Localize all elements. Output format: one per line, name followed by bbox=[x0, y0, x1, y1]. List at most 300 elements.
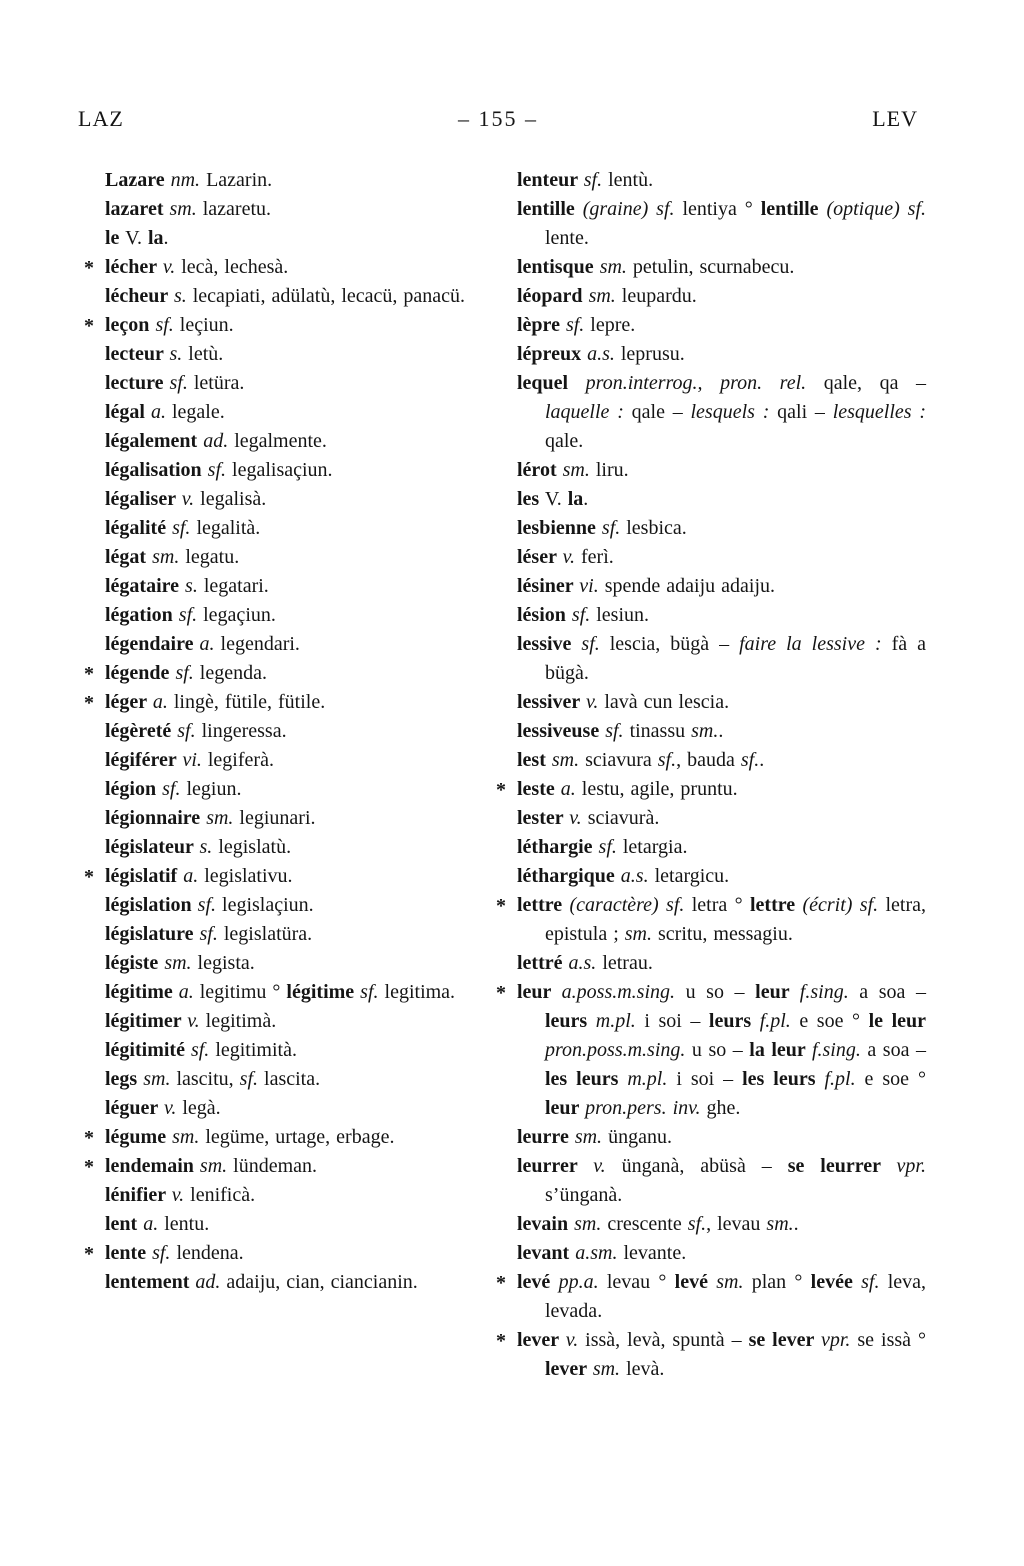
headword: lettre bbox=[517, 894, 570, 916]
grammar-label: pron.poss.m.sing. bbox=[545, 1039, 686, 1061]
headword: les leurs bbox=[545, 1068, 628, 1090]
translation-text: lente. bbox=[545, 227, 589, 249]
translation-text: lenificà. bbox=[184, 1184, 256, 1206]
dictionary-entry bbox=[105, 1181, 481, 1210]
grammar-label: f.pl. bbox=[824, 1068, 856, 1090]
translation-text: legalisà. bbox=[194, 488, 267, 510]
dictionary-entry bbox=[517, 630, 926, 688]
headword: législatif bbox=[105, 865, 184, 887]
translation-text: e soe ° bbox=[855, 1068, 926, 1090]
dictionary-entry bbox=[517, 601, 926, 630]
dictionary-entry bbox=[105, 427, 481, 456]
grammar-label: a. bbox=[560, 778, 576, 800]
headword: légataire bbox=[105, 575, 186, 597]
headword: légitime bbox=[286, 981, 361, 1003]
grammar-label: sm. bbox=[169, 198, 197, 220]
grammar-label: sf. bbox=[197, 894, 217, 916]
headword: léger bbox=[105, 691, 153, 713]
dictionary-entry bbox=[84, 688, 481, 717]
grammar-label: vpr. bbox=[820, 1329, 851, 1351]
headword-asterisk: * bbox=[496, 1330, 506, 1352]
grammar-label: a.s. bbox=[568, 952, 597, 974]
headword: légation bbox=[105, 604, 179, 626]
dictionary-entry bbox=[84, 659, 481, 688]
dictionary-entry bbox=[105, 398, 481, 427]
translation-text: lascita. bbox=[258, 1068, 321, 1090]
headword-asterisk: * bbox=[84, 692, 94, 714]
grammar-label: s. bbox=[185, 575, 198, 597]
grammar-label: sm. bbox=[599, 256, 627, 278]
translation-text: , bauda bbox=[676, 749, 741, 771]
grammar-label: sf. bbox=[657, 749, 677, 771]
headword: lécheur bbox=[105, 285, 174, 307]
grammar-label: a. bbox=[143, 1213, 159, 1235]
grammar-label: sm. bbox=[574, 1126, 603, 1148]
translation-text: adaiju, cian, ciancianin. bbox=[220, 1271, 418, 1293]
dictionary-entry bbox=[517, 195, 926, 253]
dictionary-entry bbox=[84, 862, 481, 891]
dictionary-entry bbox=[105, 1210, 481, 1239]
headword: se leurrer bbox=[787, 1155, 897, 1177]
grammar-label: v. bbox=[565, 1329, 579, 1351]
grammar-label: sm. bbox=[588, 285, 616, 307]
headword: légalement bbox=[105, 430, 204, 452]
dictionary-entry bbox=[105, 369, 481, 398]
grammar-label: a.poss.m.sing. bbox=[561, 981, 676, 1003]
grammar-label: sm. bbox=[172, 1126, 200, 1148]
translation-text: legista. bbox=[191, 952, 255, 974]
headword: leur bbox=[545, 1097, 586, 1119]
dictionary-entry bbox=[105, 282, 481, 311]
headword: légal bbox=[105, 401, 151, 423]
headword: lest bbox=[517, 749, 552, 771]
headword-asterisk: * bbox=[496, 982, 506, 1004]
dictionary-entry bbox=[517, 949, 926, 978]
headword: légaliser bbox=[105, 488, 182, 510]
dictionary-entry bbox=[517, 1152, 926, 1210]
headword: leur bbox=[517, 981, 562, 1003]
translation-text: letargia. bbox=[616, 836, 688, 858]
grammar-label: (graine) sf. bbox=[582, 198, 675, 220]
translation-text: fà a bügà. bbox=[545, 633, 927, 684]
dictionary-entry bbox=[105, 1094, 481, 1123]
grammar-label: sf. bbox=[190, 1039, 210, 1061]
grammar-label: sf. bbox=[162, 778, 181, 800]
dictionary-entry bbox=[84, 1152, 481, 1181]
grammar-label: v. bbox=[569, 807, 582, 829]
grammar-label: sf. bbox=[175, 662, 194, 684]
dictionary-entry bbox=[517, 1210, 926, 1239]
translation-text: legaçiun. bbox=[197, 604, 276, 626]
headword: levée bbox=[810, 1271, 862, 1293]
headword: lécher bbox=[105, 256, 163, 278]
translation-text: plan ° bbox=[743, 1271, 811, 1293]
translation-text: legislatüra. bbox=[217, 923, 313, 945]
translation-text: spende adaiju adaiju. bbox=[598, 575, 776, 597]
headword: lessiveuse bbox=[517, 720, 606, 742]
translation-text: lentu. bbox=[158, 1213, 210, 1235]
grammar-label: a. bbox=[183, 865, 199, 887]
grammar-label: vpr. bbox=[896, 1155, 926, 1177]
dictionary-entry bbox=[105, 891, 481, 920]
dictionary-entry bbox=[105, 833, 481, 862]
translation-text: ferì. bbox=[575, 546, 614, 568]
grammar-label: sf. bbox=[601, 517, 621, 539]
headword-asterisk: * bbox=[496, 1272, 506, 1294]
translation-text: legendari. bbox=[214, 633, 300, 655]
grammar-label: laquelle : bbox=[545, 401, 624, 423]
translation-text: ghe. bbox=[700, 1097, 741, 1119]
translation-text: qale. bbox=[545, 430, 584, 452]
headword-asterisk: * bbox=[84, 1156, 94, 1178]
dictionary-entry bbox=[105, 195, 481, 224]
translation-text: legale. bbox=[166, 401, 225, 423]
grammar-label: sm. bbox=[716, 1271, 744, 1293]
headword: léthargique bbox=[517, 865, 621, 887]
headword: lérot bbox=[517, 459, 563, 481]
header-left-guideword: LAZ bbox=[78, 106, 124, 131]
dictionary-entry bbox=[105, 630, 481, 659]
translation-text: V. bbox=[119, 227, 148, 249]
dictionary-entry bbox=[517, 456, 926, 485]
headword: léopard bbox=[517, 285, 589, 307]
headword: leçon bbox=[105, 314, 156, 336]
translation-text: u so – bbox=[675, 981, 756, 1003]
headword: lenteur bbox=[517, 169, 584, 191]
grammar-label: a. bbox=[178, 981, 194, 1003]
dictionary-entry bbox=[105, 746, 481, 775]
grammar-label: (optique) sf. bbox=[826, 198, 927, 220]
translation-text: lecapiati, adülatù, lecacü, panacü. bbox=[186, 285, 466, 307]
grammar-label: sf. bbox=[861, 1271, 880, 1293]
headword: légitimer bbox=[105, 1010, 188, 1032]
headword: lecteur bbox=[105, 343, 170, 365]
translation-text: tinassu bbox=[623, 720, 692, 742]
headword: le bbox=[105, 227, 120, 249]
grammar-label: sm. bbox=[206, 807, 234, 829]
headword: lentille bbox=[760, 198, 827, 220]
grammar-label: sf. bbox=[155, 314, 174, 336]
grammar-label: a. bbox=[151, 401, 166, 423]
translation-text: legitimità. bbox=[209, 1039, 297, 1061]
headword: se lever bbox=[748, 1329, 821, 1351]
headword: les bbox=[517, 488, 540, 510]
dictionary-entry bbox=[105, 978, 481, 1007]
dictionary-entry bbox=[517, 717, 926, 746]
translation-text: i soi – bbox=[635, 1010, 709, 1032]
headword: lénifier bbox=[105, 1184, 172, 1206]
dictionary-entry bbox=[517, 833, 926, 862]
translation-text: i soi – bbox=[667, 1068, 743, 1090]
headword: la bbox=[147, 227, 164, 249]
translation-text: a soa – bbox=[848, 981, 926, 1003]
grammar-label: sf. bbox=[581, 633, 600, 655]
translation-text: a soa – bbox=[860, 1039, 926, 1061]
grammar-label: sm. bbox=[624, 923, 652, 945]
translation-text: legislaçiun. bbox=[216, 894, 314, 916]
headword: léthargie bbox=[517, 836, 599, 858]
headword: légitime bbox=[105, 981, 179, 1003]
translation-text: scritu, messagiu. bbox=[652, 923, 793, 945]
dictionary-entry bbox=[105, 1065, 481, 1094]
headword: lessive bbox=[517, 633, 582, 655]
translation-text: lesiun. bbox=[590, 604, 650, 626]
grammar-label: (caractère) sf. bbox=[569, 894, 685, 916]
translation-text: legitima. bbox=[378, 981, 456, 1003]
translation-text: lavà cun lescia. bbox=[598, 691, 730, 713]
headword: législation bbox=[105, 894, 198, 916]
grammar-label: v. bbox=[171, 1184, 185, 1206]
dictionary-entry bbox=[105, 1268, 481, 1297]
grammar-label: faire la lessive : bbox=[739, 633, 882, 655]
translation-text: crescente bbox=[601, 1213, 688, 1235]
grammar-label: vi. bbox=[182, 749, 202, 771]
dictionary-entry bbox=[517, 688, 926, 717]
headword-asterisk: * bbox=[84, 1243, 94, 1265]
headword: lésion bbox=[517, 604, 572, 626]
headword: le leur bbox=[868, 1010, 927, 1032]
headword: léguer bbox=[105, 1097, 164, 1119]
dictionary-entry bbox=[517, 282, 926, 311]
grammar-label: pron.pers. inv. bbox=[585, 1097, 701, 1119]
headword-asterisk: * bbox=[84, 1127, 94, 1149]
translation-text: sciavurà. bbox=[581, 807, 660, 829]
grammar-label: v. bbox=[585, 691, 599, 713]
headword: leurre bbox=[517, 1126, 575, 1148]
translation-text: legatari. bbox=[197, 575, 269, 597]
translation-text: legislativu. bbox=[198, 865, 293, 887]
dictionary-entry bbox=[105, 456, 481, 485]
grammar-label: f.sing. bbox=[811, 1039, 861, 1061]
grammar-label: sm. bbox=[766, 1213, 794, 1235]
dictionary-entry bbox=[84, 1123, 481, 1152]
translation-text: letüra. bbox=[187, 372, 245, 394]
dictionary-entry bbox=[517, 1239, 926, 1268]
translation-text: lecà, lechesà. bbox=[175, 256, 289, 278]
dictionary-entry bbox=[496, 978, 927, 1123]
headword: lent bbox=[105, 1213, 144, 1235]
translation-text: lepre. bbox=[584, 314, 636, 336]
grammar-label: v. bbox=[187, 1010, 200, 1032]
headword: levain bbox=[517, 1213, 575, 1235]
grammar-label: s. bbox=[173, 285, 187, 307]
headword: lépreux bbox=[517, 343, 588, 365]
grammar-label: f.sing. bbox=[799, 981, 849, 1003]
translation-text: issà, levà, spuntà – bbox=[578, 1329, 749, 1351]
grammar-label: sf. bbox=[605, 720, 624, 742]
headword: la bbox=[567, 488, 584, 510]
dictionary-entry bbox=[105, 717, 481, 746]
dictionary-entry bbox=[105, 485, 481, 514]
headword: Lazare bbox=[105, 169, 171, 191]
translation-text: legiun. bbox=[180, 778, 242, 800]
headword: légiste bbox=[105, 952, 165, 974]
grammar-label: sf. bbox=[172, 517, 191, 539]
headword-asterisk: * bbox=[496, 895, 506, 917]
translation-text: letra, epistula ; bbox=[545, 894, 926, 945]
translation-text: V. bbox=[539, 488, 568, 510]
grammar-label: sm. bbox=[143, 1068, 171, 1090]
headword: lesbienne bbox=[517, 517, 602, 539]
grammar-label: sf. bbox=[687, 1213, 707, 1235]
headword-asterisk: * bbox=[84, 315, 94, 337]
headword: législateur bbox=[105, 836, 200, 858]
headword: lentisque bbox=[517, 256, 600, 278]
grammar-label: sf. bbox=[152, 1242, 171, 1264]
headword-asterisk: * bbox=[84, 257, 94, 279]
headword: lente bbox=[105, 1242, 153, 1264]
translation-text: leçiun. bbox=[173, 314, 234, 336]
headword: légalité bbox=[105, 517, 173, 539]
grammar-label: m.pl. bbox=[595, 1010, 636, 1032]
grammar-label: pron.interrog., pron. rel. bbox=[585, 372, 807, 394]
grammar-label: sf. bbox=[360, 981, 379, 1003]
dictionary-entry bbox=[84, 253, 481, 282]
translation-text: legalmente. bbox=[228, 430, 327, 452]
translation-text: e soe ° bbox=[790, 1010, 869, 1032]
headword: lettre bbox=[749, 894, 803, 916]
grammar-label: a. bbox=[152, 691, 168, 713]
translation-text: lescia, bügà – bbox=[599, 633, 740, 655]
page-header bbox=[78, 106, 918, 132]
translation-text: s’ünganà. bbox=[545, 1184, 623, 1206]
grammar-label: sm. bbox=[592, 1358, 621, 1380]
grammar-label: sf. bbox=[178, 604, 198, 626]
grammar-label: vi. bbox=[579, 575, 599, 597]
headword: leur bbox=[755, 981, 800, 1003]
translation-text: lazaretu. bbox=[196, 198, 272, 220]
dictionary-entry bbox=[517, 340, 926, 369]
grammar-label: sm. bbox=[199, 1155, 228, 1177]
grammar-label: v. bbox=[181, 488, 195, 510]
headword: leurrer bbox=[517, 1155, 594, 1177]
translation-text: liru. bbox=[589, 459, 629, 481]
dictionary-entry bbox=[105, 804, 481, 833]
headword: légume bbox=[105, 1126, 173, 1148]
headword: leurs bbox=[708, 1010, 760, 1032]
headword: lentille bbox=[517, 198, 583, 220]
translation-text: legatu. bbox=[179, 546, 240, 568]
headword: leurs bbox=[545, 1010, 596, 1032]
grammar-label: sf. bbox=[565, 314, 585, 336]
grammar-label: sm. bbox=[152, 546, 180, 568]
headword-asterisk: * bbox=[84, 866, 94, 888]
grammar-label: sf. bbox=[177, 720, 196, 742]
grammar-label: a.s. bbox=[587, 343, 615, 365]
translation-text: levà. bbox=[620, 1358, 665, 1380]
headword: levé bbox=[674, 1271, 717, 1293]
translation-text: legiferà. bbox=[201, 749, 274, 771]
dictionary-entry bbox=[517, 804, 926, 833]
translation-text: legà. bbox=[176, 1097, 221, 1119]
translation-text: leupardu. bbox=[615, 285, 697, 307]
headword: légendaire bbox=[105, 633, 200, 655]
headword: legs bbox=[105, 1068, 144, 1090]
dictionary-entry bbox=[517, 746, 926, 775]
grammar-label: sf. bbox=[199, 923, 218, 945]
headword: législature bbox=[105, 923, 200, 945]
translation-text: letargicu. bbox=[648, 865, 730, 887]
grammar-label: sf. bbox=[583, 169, 603, 191]
translation-text: legitimà. bbox=[199, 1010, 277, 1032]
grammar-label: sm. bbox=[551, 749, 580, 771]
headword: légitimité bbox=[105, 1039, 191, 1061]
dictionary-entry bbox=[496, 891, 926, 949]
grammar-label: sf. bbox=[169, 372, 188, 394]
grammar-label: a.s. bbox=[620, 865, 649, 887]
translation-text: qale – bbox=[623, 401, 691, 423]
translation-text: leprusu. bbox=[614, 343, 685, 365]
headword: lendemain bbox=[105, 1155, 200, 1177]
dictionary-entry bbox=[105, 775, 481, 804]
grammar-label: lesquels : bbox=[690, 401, 770, 423]
left-column bbox=[84, 166, 481, 1297]
headword: lecture bbox=[105, 372, 170, 394]
translation-text: lesbica. bbox=[620, 517, 687, 539]
dictionary-entry bbox=[517, 862, 926, 891]
translation-text: lestu, agile, pruntu. bbox=[575, 778, 738, 800]
grammar-label: lesquelles : bbox=[832, 401, 927, 423]
headword: lazaret bbox=[105, 198, 170, 220]
headword: lettré bbox=[517, 952, 569, 974]
translation-text: legitimu ° bbox=[193, 981, 287, 1003]
dictionary-entry bbox=[517, 572, 926, 601]
grammar-label: a.sm. bbox=[575, 1242, 618, 1264]
translation-text: , levau bbox=[706, 1213, 767, 1235]
grammar-label: nm. bbox=[170, 169, 201, 191]
headword: lester bbox=[517, 807, 570, 829]
dictionary-entry bbox=[517, 1123, 926, 1152]
headword: lessiver bbox=[517, 691, 586, 713]
grammar-label: v. bbox=[562, 546, 576, 568]
headword: légionnaire bbox=[105, 807, 207, 829]
dictionary-entry bbox=[105, 572, 481, 601]
grammar-label: (écrit) sf. bbox=[802, 894, 879, 916]
grammar-label: ad. bbox=[195, 1271, 221, 1293]
headword: leste bbox=[517, 778, 561, 800]
translation-text: Lazarin. bbox=[200, 169, 273, 191]
translation-text: letra ° bbox=[684, 894, 750, 916]
page-number: – 155 – bbox=[458, 106, 538, 131]
headword: lèpre bbox=[517, 314, 566, 336]
translation-text: . bbox=[583, 488, 589, 510]
headword: lequel bbox=[517, 372, 586, 394]
translation-text: qale, qa – bbox=[806, 372, 927, 394]
headword: lentement bbox=[105, 1271, 196, 1293]
headword: légat bbox=[105, 546, 153, 568]
headword: légiférer bbox=[105, 749, 183, 771]
grammar-label: s. bbox=[169, 343, 183, 365]
translation-text: letrau. bbox=[596, 952, 653, 974]
dictionary-entry bbox=[84, 311, 481, 340]
dictionary-entry bbox=[517, 514, 926, 543]
grammar-label: pp.a. bbox=[558, 1271, 599, 1293]
dictionary-entry bbox=[517, 485, 926, 514]
grammar-label: v. bbox=[162, 256, 176, 278]
headword: légion bbox=[105, 778, 163, 800]
translation-text: ünganu. bbox=[602, 1126, 672, 1148]
translation-text: legalisaçiun. bbox=[226, 459, 333, 481]
translation-text: . bbox=[793, 1213, 799, 1235]
dictionary-entry bbox=[496, 1326, 926, 1384]
translation-text: legüme, urtage, erbage. bbox=[199, 1126, 395, 1148]
headword: légèreté bbox=[105, 720, 178, 742]
dictionary-entry bbox=[517, 311, 926, 340]
dictionary-entry bbox=[105, 543, 481, 572]
headword: les leurs bbox=[742, 1068, 825, 1090]
headword: la leur bbox=[749, 1039, 812, 1061]
dictionary-entry bbox=[105, 1036, 481, 1065]
